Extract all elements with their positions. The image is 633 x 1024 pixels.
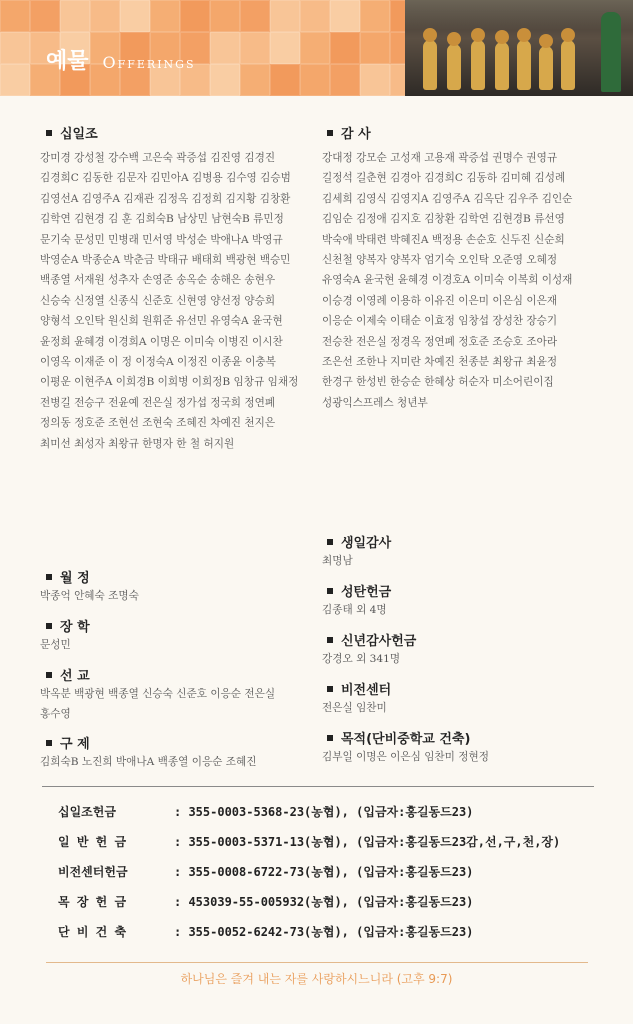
name-line: 최미선 최성자 최왕규 한명자 한 철 허지원: [40, 437, 235, 450]
mission-names: [40, 684, 320, 724]
name-line: 전승찬 전은실 정경옥 정연폐 정호준 조승호 조아라: [322, 335, 558, 348]
name-line: 전은실 임찬미: [322, 702, 387, 714]
section-heading-tithe: 십일조: [46, 123, 98, 142]
bullet-icon: [327, 637, 333, 643]
account-number: : 355-0003-5368-23(농협), (입금자:홍길동드23): [174, 805, 474, 819]
account-row: [58, 797, 560, 827]
name-line: 박영순A 박종순A 박춘금 박태규 배태희 백광현 백승민: [40, 254, 291, 267]
bullet-icon: [46, 623, 52, 629]
name-line: 신승숙 신정열 신종식 신준호 신현영 양선정 양승희: [40, 294, 276, 307]
name-line: 문성민: [40, 639, 71, 651]
account-label: 일 반 헌 금: [58, 835, 127, 849]
name-line: 강경오 외 341명: [322, 653, 401, 665]
name-line: 길정석 길춘현 김경아 김경희C 김동하 김미혜 김성례: [322, 172, 566, 185]
name-line: 강미경 강성철 강수백 고은숙 곽증섭 김진영 김경진: [40, 152, 276, 164]
name-line: 김세희 김영식 김영지A 김영주A 김옥단 김우주 김인순: [322, 192, 573, 205]
section-heading-thanks: 감 사: [327, 123, 371, 142]
name-line: 이응순 이제숙 이태순 이효정 임창섭 장성찬 장승기: [322, 315, 558, 328]
bullet-icon: [46, 130, 52, 136]
monthly-names: [40, 586, 320, 606]
name-line: 이영옥 이재준 이 정 이정숙A 이정진 이종윤 이충복: [40, 356, 276, 369]
account-label: 비전센터헌금: [58, 865, 128, 879]
name-line: 김희숙B 노진희 박애나A 백종열 이응순 조혜진: [40, 756, 257, 768]
title-korean: 예물: [46, 49, 89, 74]
section-heading-newyear: 신년감사헌금: [327, 630, 416, 649]
bullet-icon: [46, 740, 52, 746]
name-line: 홍수영: [40, 708, 71, 720]
name-line: 박숙애 박태련 박혜진A 백정용 손순호 신두진 신순희: [322, 233, 565, 246]
account-row: [58, 917, 560, 947]
name-line: 문기숙 문성민 민병래 민서영 박성순 박애나A 박영규: [40, 233, 283, 246]
bullet-icon: [46, 574, 52, 580]
name-line: 김경희C 김동한 김문자 김민아A 김병용 김수영 김승범: [40, 172, 291, 185]
account-row: [58, 827, 560, 857]
footer-divider: [46, 962, 588, 963]
name-line: 최명남: [322, 555, 353, 567]
name-line: 조은선 조한나 지미란 차예진 천종분 최왕규 최윤정: [322, 356, 558, 369]
account-number: : 355-0052-6242-73(농협), (입금자:홍길동드23): [174, 925, 474, 939]
name-line: 김영선A 김영주A 김재관 김정옥 김정희 김지황 김창환: [40, 192, 291, 205]
section-heading-relief: 구 제: [46, 733, 90, 752]
bullet-icon: [327, 539, 333, 545]
section-heading-mission: 선 교: [46, 665, 90, 684]
account-number: : 355-0003-5371-13(농협), (입금자:홍길동드23감,선,구,천,장): [174, 835, 561, 849]
name-line: 이평운 이현주A 이희경B 이희병 이희정B 임창규 임채정: [40, 376, 299, 389]
christmas-names: [322, 600, 602, 620]
divider: [42, 786, 594, 787]
section-heading-monthly: 월 정: [46, 567, 90, 586]
relief-names: [40, 752, 320, 772]
section-heading-purpose: 목적(단비중학교 건축): [327, 728, 470, 747]
name-line: 한경구 한성빈 한승순 한혜상 허순자 미소어린이집: [322, 376, 554, 389]
bullet-icon: [327, 588, 333, 594]
name-line: 윤정희 윤혜경 이경희A 이명은 이미숙 이병진 이시찬: [40, 335, 283, 348]
account-row: [58, 887, 560, 917]
bullet-icon: [46, 672, 52, 678]
name-line: 정의동 정호준 조현선 조현숙 조혜진 차예진 천지은: [40, 417, 276, 430]
account-number: : 453039-55-005932(농협), (입금자:홍길동드23): [174, 895, 474, 909]
name-line: 양형석 오인탁 원신희 원휘준 유선민 유영숙A 윤국현: [40, 315, 283, 328]
account-number: : 355-0008-6722-73(농협), (입금자:홍길동드23): [174, 865, 474, 879]
name-line: 강대정 강모순 고성재 고용재 곽증섭 권명수 권영규: [322, 152, 558, 164]
account-row: [58, 857, 560, 887]
name-line: 이승경 이영례 이용하 이유진 이은미 이은심 이은재: [322, 294, 558, 307]
scholarship-names: [40, 635, 320, 655]
vision-center-names: [322, 698, 602, 718]
bible-verse: 하나님은 즐겨 내는 자를 사랑하시느니라 (고후 9:7): [180, 972, 453, 986]
name-line: 박옥분 백광현 백종열 신승숙 신준호 이응순 전은실: [40, 688, 276, 700]
newyear-names: [322, 649, 602, 669]
page-header: [0, 0, 633, 96]
name-line: 유영숙A 윤국현 윤혜경 이경호A 이미숙 이복희 이성재: [322, 274, 573, 287]
page-title: [46, 44, 196, 75]
bullet-icon: [327, 735, 333, 741]
section-heading-vision-center: 비전센터: [327, 679, 391, 698]
name-line: 김학연 김현경 김 훈 김희숙B 남상민 남현숙B 류민정: [40, 213, 284, 226]
name-line: 박종억 안혜숙 조명숙: [40, 590, 139, 602]
name-line: 김부일 이명은 이은심 임찬미 정현정: [322, 751, 489, 763]
tithe-names: [40, 148, 312, 454]
thanks-names: [322, 148, 602, 413]
birthday-names: [322, 551, 602, 571]
section-heading-birthday: 생일감사: [327, 532, 391, 551]
header-photo: [405, 0, 633, 96]
section-heading-christmas: 성탄헌금: [327, 581, 391, 600]
account-label: 목 장 헌 금: [58, 895, 127, 909]
section-heading-scholarship: 장 학: [46, 616, 90, 635]
title-english: Offerings: [102, 53, 196, 72]
account-list: [58, 797, 560, 947]
purpose-names: [322, 747, 602, 767]
name-line: 전병길 전승구 전윤예 전은실 정가섭 정국희 정연폐: [40, 396, 276, 409]
name-line: 김임순 김정애 김지호 김창환 김학연 김현경B 류선영: [322, 213, 565, 226]
account-label: 단 비 건 축: [58, 925, 127, 939]
account-label: 십일조헌금: [58, 805, 116, 819]
name-line: 백종열 서재원 성추자 손영준 송옥순 송해은 송현우: [40, 274, 276, 287]
bullet-icon: [327, 686, 333, 692]
bullet-icon: [327, 130, 333, 136]
name-line: 신천철 양복자 양복자 엄기숙 오인탁 오준영 오혜정: [322, 254, 558, 267]
name-line: 김종태 외 4명: [322, 604, 387, 616]
name-line: 성광익스프레스 청년부: [322, 396, 428, 409]
